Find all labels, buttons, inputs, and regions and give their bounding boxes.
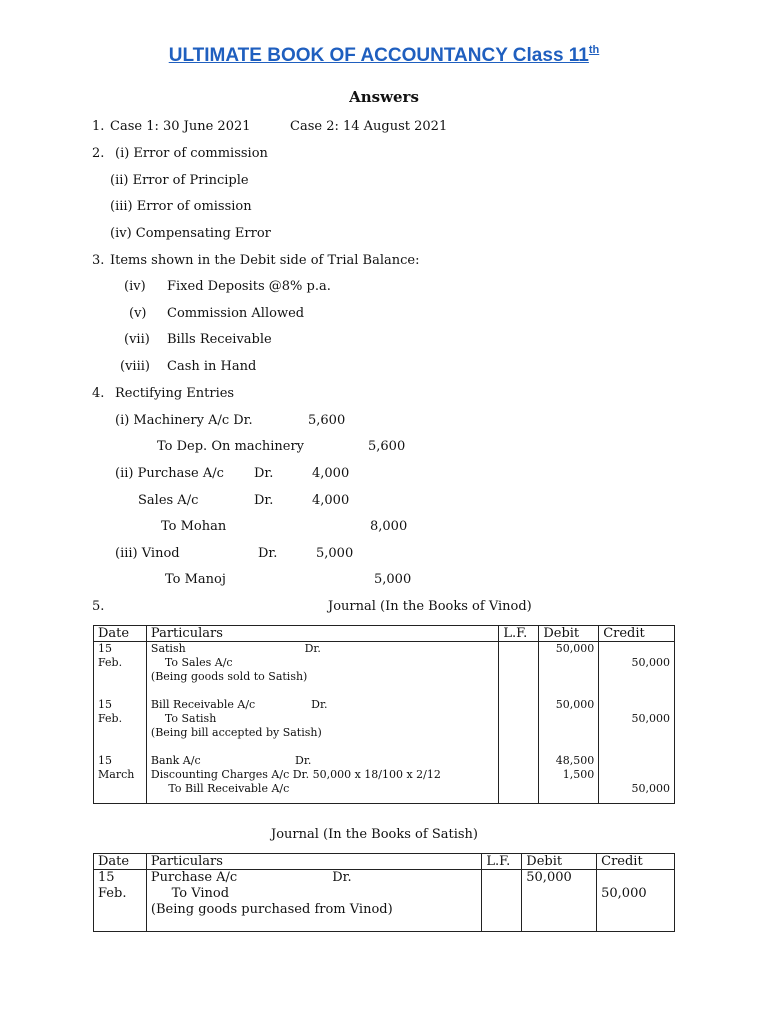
- journal1-title: Journal (In the Books of Vinod): [328, 599, 532, 614]
- q2-number: 2.: [92, 146, 105, 161]
- q3-roman: (iv): [124, 279, 146, 294]
- lf-cell: [482, 870, 522, 932]
- header-date: Date: [94, 626, 147, 642]
- q3-roman: (viii): [120, 359, 150, 374]
- header-particulars: Particulars: [146, 626, 498, 642]
- entry-line: Sales A/c: [138, 493, 199, 508]
- page-title: ULTIMATE BOOK OF ACCOUNTANCY Class 11th: [168, 44, 600, 66]
- credit-cell: 50,000: [597, 870, 675, 932]
- entry-line: To Mohan: [161, 519, 227, 534]
- debit-cell: 50,000: [522, 870, 597, 932]
- q3-item: Fixed Deposits @8% p.a.: [167, 279, 331, 294]
- entry-line: To Manoj: [165, 572, 226, 587]
- entry-dr: Dr.: [258, 546, 278, 561]
- lf-cell: [499, 642, 539, 804]
- q3-item: Bills Receivable: [167, 332, 272, 347]
- entry-dr: Dr.: [254, 493, 274, 508]
- answers-heading: Answers: [349, 88, 419, 106]
- date-cell: 15 Feb. 15 Feb. 15 March: [94, 642, 147, 804]
- entry-line: To Dep. On machinery: [157, 439, 304, 454]
- q5-number: 5.: [92, 599, 105, 614]
- date-cell: 15 Feb.: [94, 870, 147, 932]
- q2-item: (ii) Error of Principle: [110, 173, 249, 188]
- particulars-cell: Purchase A/c Dr. To Vinod (Being goods purchased from Vinod): [146, 870, 481, 932]
- entry-line: (ii) Purchase A/c: [115, 466, 224, 481]
- entry-amount: 5,600: [308, 413, 346, 428]
- header-credit: Credit: [599, 626, 675, 642]
- table-row: [94, 642, 675, 804]
- debit-cell: 50,000 50,000 48,500 1,500: [539, 642, 599, 804]
- entry-dr: Dr.: [254, 466, 274, 481]
- entry-line: (i) Machinery A/c Dr.: [115, 413, 253, 428]
- q3-roman: (v): [129, 306, 147, 321]
- q3-number: 3.: [92, 253, 105, 268]
- q2-item: (i) Error of commission: [115, 146, 268, 161]
- header-debit: Debit: [522, 854, 597, 870]
- entry-amount: 4,000: [312, 493, 350, 508]
- particulars-cell: Satish Dr. To Sales A/c (Being goods sold to Satish) Bill Receivable A/c Dr. To Satish (Being bill accepted by Satish) Bank A/c Dr. Discounting Charges A/c Dr. 50,000 x 18/100 x 2/12 To Bill Receivable A/c: [146, 642, 498, 804]
- journal-vinod-table: [93, 625, 675, 804]
- q3-item: Cash in Hand: [167, 359, 257, 374]
- entry-amount: 5,000: [316, 546, 354, 561]
- q3-item: Commission Allowed: [167, 306, 305, 321]
- q1-number: 1.: [92, 119, 105, 134]
- q4-text: Rectifying Entries: [115, 386, 235, 401]
- journal-satish-table: [93, 853, 675, 932]
- q1-case2: Case 2: 14 August 2021: [290, 119, 448, 134]
- credit-cell: 50,000 50,000 50,000: [599, 642, 675, 804]
- q3-text: Items shown in the Debit side of Trial Balance:: [110, 253, 420, 268]
- q2-item: (iv) Compensating Error: [110, 226, 271, 241]
- q3-roman: (vii): [124, 332, 150, 347]
- entry-line: (iii) Vinod: [115, 546, 180, 561]
- header-credit: Credit: [597, 854, 675, 870]
- journal2-title: Journal (In the Books of Satish): [271, 827, 478, 842]
- header-date: Date: [94, 854, 147, 870]
- q2-item: (iii) Error of omission: [110, 199, 252, 214]
- entry-amount: 8,000: [370, 519, 408, 534]
- entry-amount: 5,600: [368, 439, 406, 454]
- q1-case1: Case 1: 30 June 2021: [110, 119, 251, 134]
- q4-number: 4.: [92, 386, 105, 401]
- header-debit: Debit: [539, 626, 599, 642]
- header-particulars: Particulars: [146, 854, 481, 870]
- entry-amount: 4,000: [312, 466, 350, 481]
- header-lf: L.F.: [499, 626, 539, 642]
- table-row: [94, 870, 675, 932]
- entry-amount: 5,000: [374, 572, 412, 587]
- header-lf: L.F.: [482, 854, 522, 870]
